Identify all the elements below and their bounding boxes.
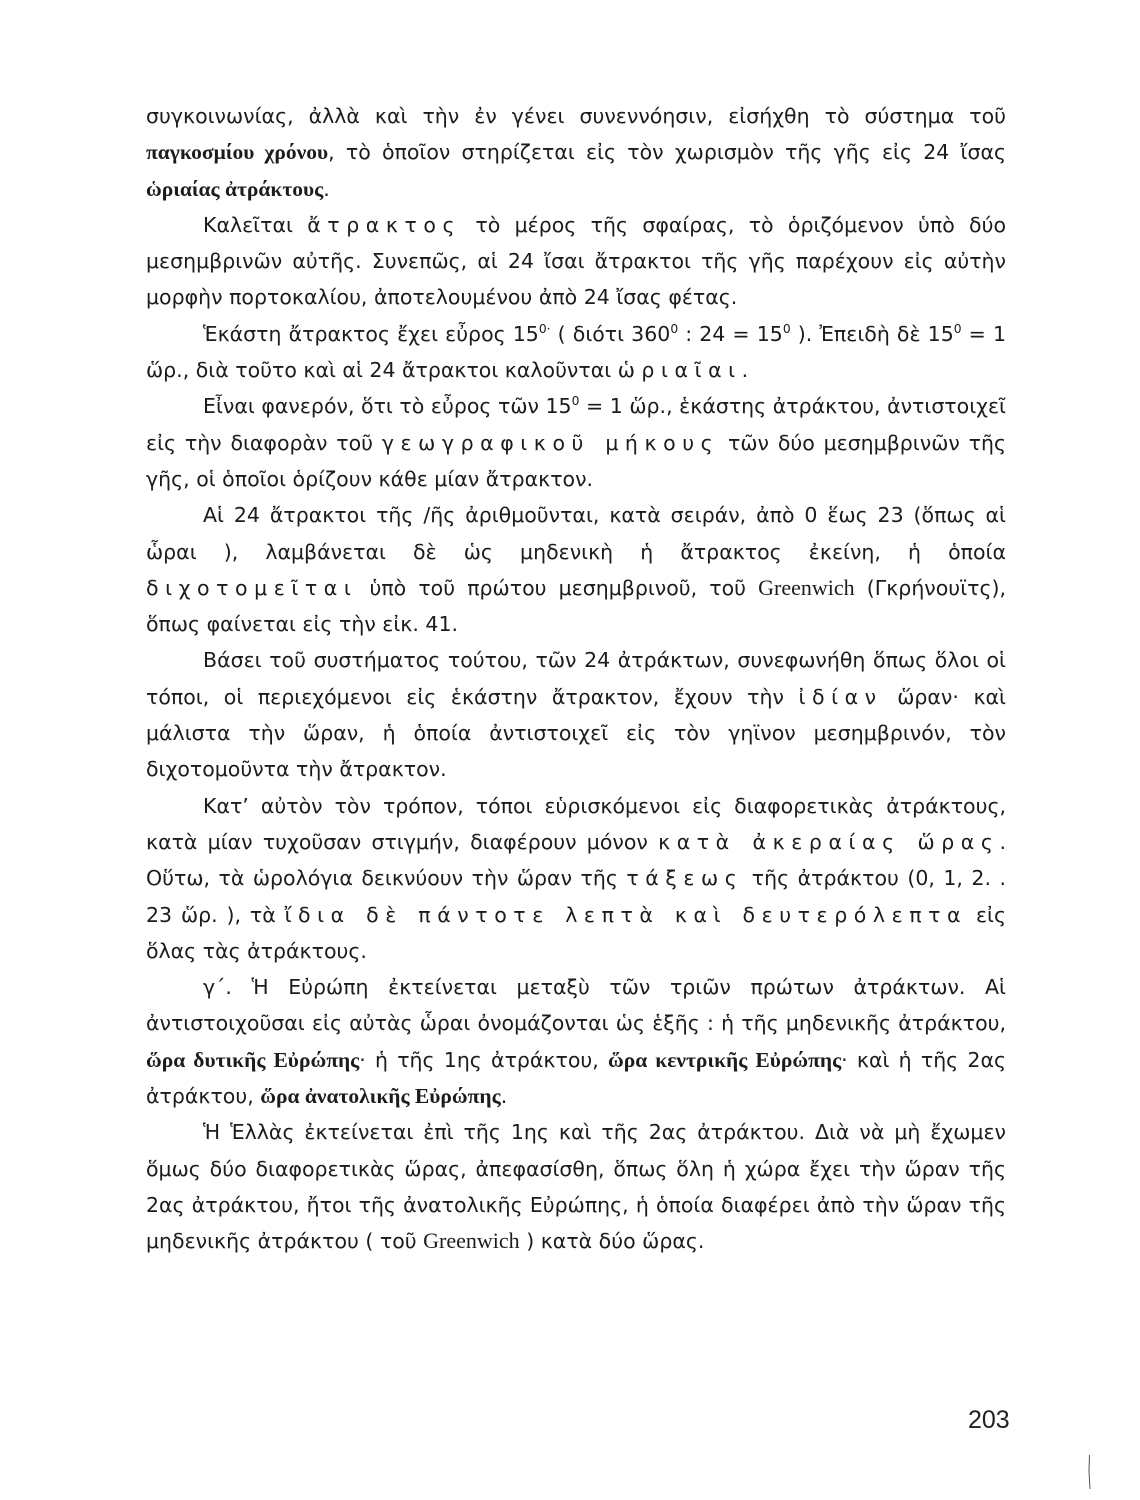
bold-term: παγκοσμίου χρόνου	[146, 140, 329, 165]
text-run: ὥραν· καὶ μάλιστα τὴν ὥραν, ἡ ὁποία ἀντιστοιχεῖ εἰς τὸν γηϊνον μεσημβρινόν, τὸν διχοτομοῦντα τὴν ἄτρακτον.	[146, 684, 1006, 782]
paragraph-2	[146, 207, 1006, 316]
degree-sign: 0	[670, 321, 679, 336]
text-run: Βάσει τοῦ συστήματος τούτου, τῶν 24 ἀτράκτων, συνεφωνήθη ὅπως ὅλοι οἱ τόποι, οἱ περιεχόμενοι εἰς ἑκάστην ἄτρακτον, ἔχουν τὴν	[146, 648, 1006, 709]
spaced-term: ὡριαῖαι	[617, 358, 742, 383]
text-run: Εἶναι φανερόν, ὅτι τὸ εὖρος τῶν 15	[203, 394, 572, 419]
text-run: ( διότι 360	[550, 321, 671, 346]
text-run: τῆς ἀτράκτου (0, 1, 2. . 23 ὥρ. ), τὰ	[146, 866, 1006, 927]
text-run: Ἡ Ἑλλὰς ἐκτείνεται ἐπὶ τῆς 1ης καὶ τῆς 2ας ἀτράκτου. Διὰ νὰ μὴ ἔχωμεν ὅμως δύο διαφορετικὰς ὥρας, ἀπεφασίσθη, ὅπως ὅλη ἡ χώρα ἔχει τὴν ὥραν τῆς 2ας ἀτράκτου, ἤτοι τῆς ἀνατολικῆς Εὐρώπης, ἡ ὁποία διαφέρει ἀπὸ τὴν ὥραν τῆς μηδενικῆς ἀτράκτου ( τοῦ	[146, 1120, 1006, 1254]
spaced-term: ἴδια δὲ πάντοτε λεπτὰ καὶ δευτερόλεπτα	[284, 902, 968, 927]
latin-term: Greenwich	[423, 1228, 520, 1254]
spaced-term: διχοτομεῖται	[146, 575, 358, 600]
text-run: Καλεῖται	[203, 212, 308, 237]
spaced-term: κατὰ ἀκεραίας ὥρας	[658, 829, 1000, 854]
text-run: · καὶ ἡ τῆς 2ας ἀτράκτου,	[146, 1047, 1007, 1109]
paragraph-9	[146, 1114, 1006, 1259]
degree-sign: 0·	[538, 321, 551, 336]
degree-sign: 0	[571, 394, 580, 409]
text-run: τῶν δύο μεσημβρινῶν τῆς γῆς, οἱ ὁποῖοι ὁρίζουν κάθε μίαν ἄτρακτον.	[146, 430, 1006, 491]
spaced-term: ἄτρακτος	[307, 212, 462, 237]
bold-term: ὥρα κεντρικῆς Εὐρώπης	[608, 1047, 842, 1072]
text-run: .	[500, 1084, 508, 1109]
text-run: . Οὕτω, τὰ ὡρολόγια δεικνύουν τὴν ὥραν τῆς	[146, 829, 1006, 891]
text-run: = 1 ὥρ., διὰ τοῦτο καὶ αἱ 24 ἄτρακτοι καλοῦνται	[146, 321, 1006, 383]
paragraph-8	[146, 969, 1006, 1114]
degree-sign: 0	[953, 321, 962, 336]
text-run: τὸ μέρος τῆς σφαίρας, τὸ ὁριζόμενον ὑπὸ δύο μεσημβρινῶν αὐτῆς. Συνεπῶς, αἱ 24 ἴσαι ἄτρακτοι τῆς γῆς παρέχουν εἰς αὐτὴν μορφὴν πορτοκαλίου, ἀποτελουμένου ἀπὸ 24 ἴσας φέτας.	[146, 212, 1006, 310]
paragraph-6	[146, 642, 1006, 787]
text-run: γ΄. Ἡ Εὐρώπη ἐκτείνεται μεταξὺ τῶν τριῶν πρώτων ἀτράκτων. Αἱ ἀντιστοιχοῦσαι εἰς αὐτὰς ὧραι ὀνομάζονται ὡς ἑξῆς : ἡ τῆς μηδενικῆς ἀτράκτου,	[146, 975, 1006, 1036]
paragraph-3	[146, 316, 1006, 389]
text-run: ). Ἐπειδὴ δὲ 15	[790, 321, 954, 346]
paragraph-5	[146, 497, 1006, 642]
text-run: .	[323, 176, 330, 201]
text-run: = 1 ὥρ., ἑκάστης ἀτράκτου, ἀντιστοιχεῖ εἰς τὴν διαφορὰν τοῦ	[146, 394, 1006, 455]
bold-term: ὥρα δυτικῆς Εὐρώπης	[146, 1047, 360, 1072]
degree-sign: 0	[782, 321, 791, 336]
text-run: εἰς ὅλας τὰς ἀτράκτους.	[146, 902, 1006, 963]
latin-term: Greenwich	[758, 574, 855, 600]
text-run: Αἱ 24 ἄτρακτοι τῆς /ῆς ἀριθμοῦνται, κατὰ σειράν, ἀπὸ 0 ἕως 23 (ὅπως αἱ ὧραι ), λαμβάνεται δὲ ὡς μηδενικὴ ἡ ἄτρακτος ἐκείνη, ἡ ὁποία	[146, 503, 1006, 564]
spaced-term: γεωγραφικοῦ μήκους	[381, 430, 720, 455]
bold-term: ὡριαίας ἀτράκτους	[146, 176, 324, 201]
text-run: , τὸ ὁποῖον στηρίζεται εἰς τὸν χωρισμὸν τῆς γῆς εἰς 24 ἴσας	[328, 140, 1006, 165]
spaced-term: τάξεως	[626, 866, 744, 891]
spaced-term: ἰδίαν	[798, 684, 883, 709]
text-run: : 24 = 15	[678, 321, 783, 346]
text-run: .	[741, 358, 749, 383]
text-run: ) κατὰ δύο ὥρας.	[519, 1229, 705, 1254]
text-run: Κατ’ αὐτὸν τὸν τρόπον, τόποι εὑρισκόμενοι εἰς διαφορετικὰς ἀτράκτους, κατὰ μίαν τυχοῦσαν στιγμήν, διαφέρουν μόνον	[146, 793, 1006, 854]
page-text	[146, 98, 1006, 1260]
text-run: ὑπὸ τοῦ πρώτου μεσημβρινοῦ, τοῦ	[357, 575, 759, 600]
paragraph-4	[146, 388, 1006, 497]
text-run: συγκοινωνίας, ἀλλὰ καὶ τὴν ἐν γένει συνεννόησιν, εἰσήχθη τὸ σύστημα τοῦ	[146, 104, 1006, 128]
text-run: (Γκρήνουϊτς), ὅπως φαίνεται εἰς τὴν εἰκ. 41.	[146, 575, 1006, 637]
paragraph-1	[146, 98, 1006, 207]
bold-term: ὥρα ἀνατολικῆς Εὐρώπης	[260, 1084, 501, 1109]
text-run: Ἑκάστη ἄτρακτος ἔχει εὖρος 15	[203, 321, 539, 346]
margin-mark	[1088, 1455, 1091, 1489]
text-run: · ἡ τῆς 1ης ἀτράκτου,	[359, 1047, 608, 1072]
page-number: 203	[968, 1406, 1010, 1434]
paragraph-7	[146, 788, 1006, 969]
